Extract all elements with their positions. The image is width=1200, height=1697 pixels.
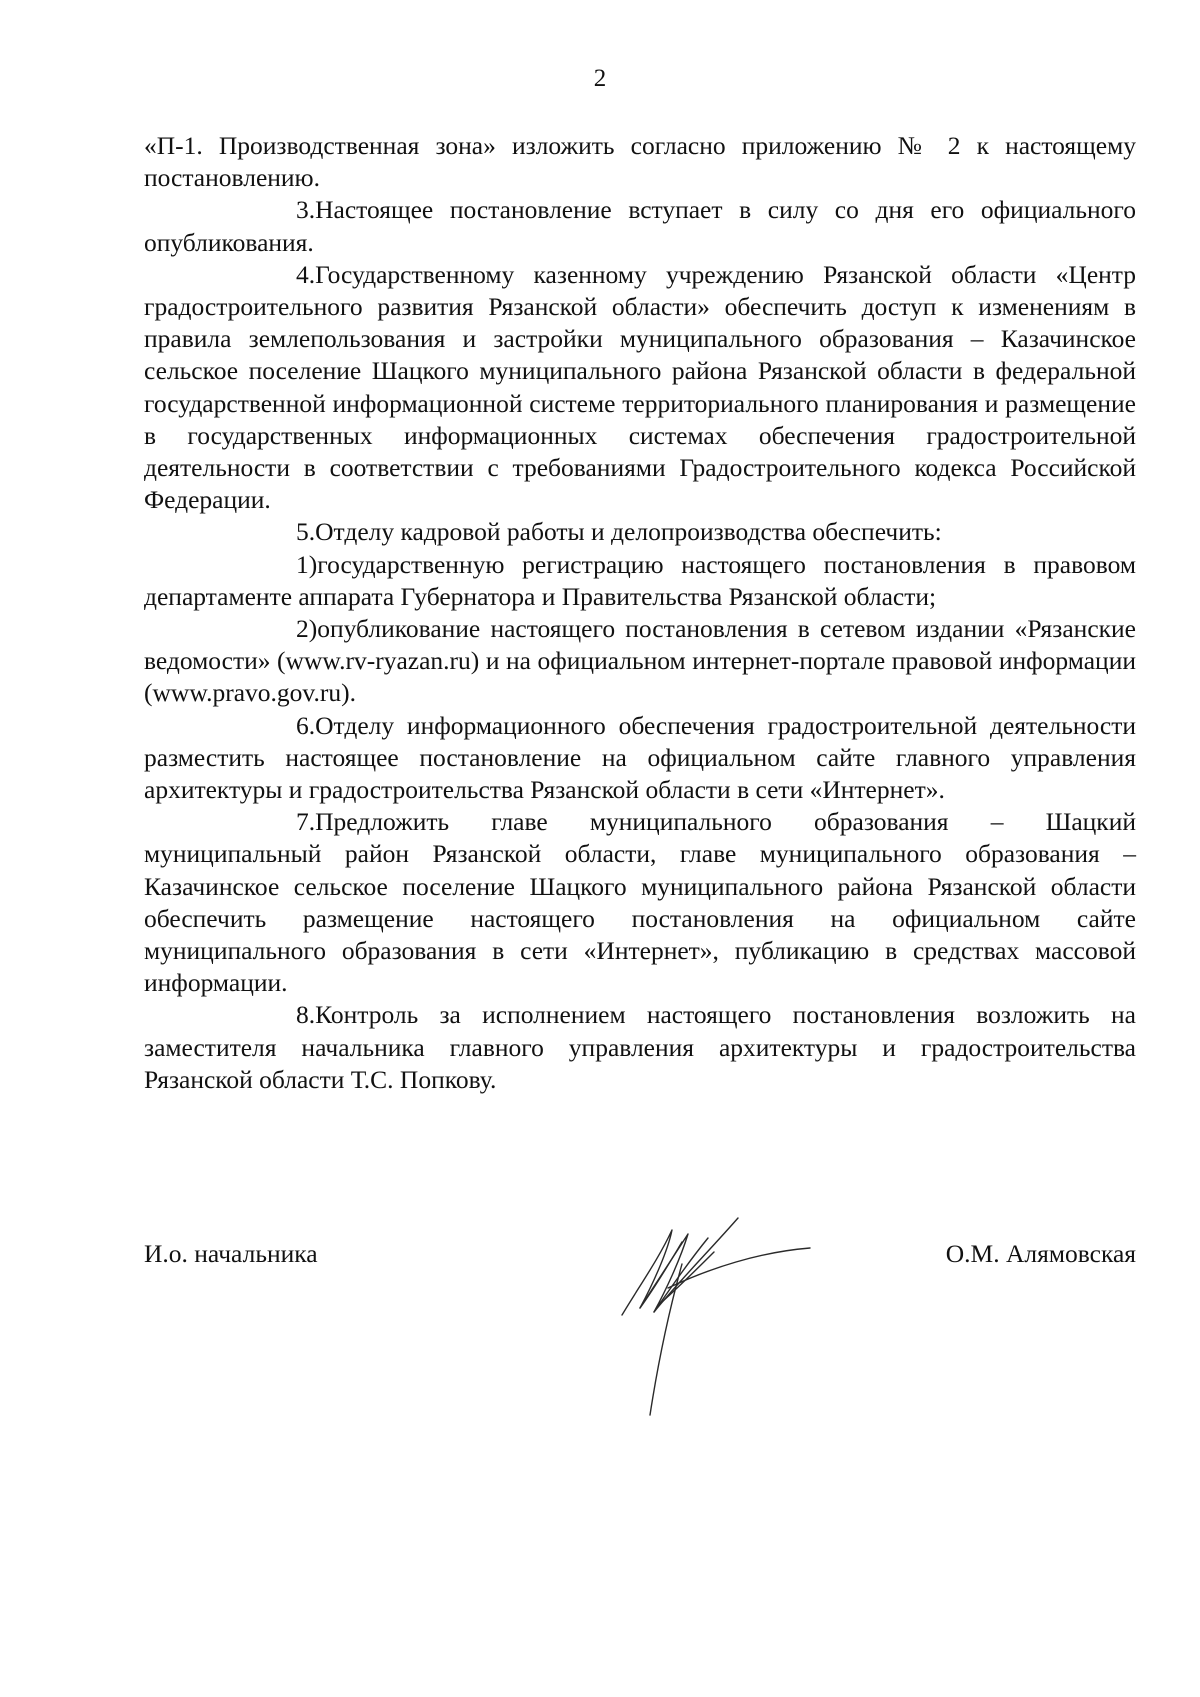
paragraph-7	[144, 806, 1136, 999]
signatory-name: О.М. Алямовская	[945, 1239, 1136, 1268]
paragraph-number: 7.	[296, 807, 316, 837]
paragraph-text: опубликование настоящего постановления в сетевом издании «Рязанские ведомости» (www.rv-ryazan.ru) и на официальном интернет-портале правовой информации (www.pravo.gov.ru).	[144, 614, 1136, 708]
subparagraph-1	[144, 549, 1136, 613]
paragraph-text: «П-1. Производственная зона» изложить согласно приложению № 2 к настоящему постановлению.	[144, 131, 1136, 193]
paragraph-text: Контроль за исполнением настоящего постановления возложить на заместителя начальника главного управления архитектуры и градостроительства Рязанской области Т.С. Попкову.	[144, 1000, 1136, 1094]
paragraph-number: 8.	[296, 1000, 316, 1030]
paragraph-number: 6.	[296, 710, 316, 740]
paragraph-continuation	[144, 130, 1136, 194]
paragraph-text: государственную регистрацию настоящего постановления в правовом департаменте аппарата Губернатора и Правительства Рязанской области;	[144, 549, 1136, 611]
paragraph-text: Отделу кадровой работы и делопроизводства обеспечить:	[315, 517, 942, 547]
paragraph-text: Предложить главе муниципального образования – Шацкий муниципальный район Рязанской области, главе муниципального образования – Казачинское сельское поселение Шацкого муниципального района Рязанской области обеспечить размещение настоящего постановления на официальном сайте муниципального образования в сети «Интернет», публикацию в средствах массовой информации.	[144, 807, 1136, 998]
paragraph-4	[144, 259, 1136, 517]
paragraph-number: 5.	[296, 517, 316, 547]
document-body	[144, 130, 1136, 1096]
paragraph-8	[144, 999, 1136, 1096]
subparagraph-2	[144, 613, 1136, 710]
page-number: 2	[593, 65, 607, 92]
handwritten-signature	[610, 1190, 850, 1420]
paragraph-number: 3.	[296, 195, 316, 225]
paragraph-text: Настоящее постановление вступает в силу со дня его официального опубликования.	[144, 195, 1136, 257]
paragraph-3	[144, 194, 1136, 258]
paragraph-5	[144, 516, 1136, 548]
paragraph-number: 4.	[296, 259, 316, 289]
paragraph-text: Отделу информационного обеспечения градостроительной деятельности разместить настоящее постановление на официальном сайте главного управления архитектуры и градостроительства Рязанской области в сети «Интернет».	[144, 710, 1136, 805]
signatory-position: И.о. начальника	[144, 1239, 318, 1268]
paragraph-text: Государственному казенному учреждению Рязанской области «Центр градостроительного развития Рязанской области» обеспечить доступ к изменениям в правила землепользования и застройки муниципального образования – Казачинское сельское поселение Шацкого муниципального района Рязанской области в федеральной государственной информационной системе территориального планирования и размещение в государственных информационных системах обеспечения градостроительной деятельности в соответствии с требованиями Градостроительного кодекса Российской Федерации.	[144, 259, 1136, 515]
paragraph-6	[144, 710, 1136, 807]
paragraph-number: 2)	[296, 614, 318, 644]
paragraph-number: 1)	[296, 549, 318, 579]
